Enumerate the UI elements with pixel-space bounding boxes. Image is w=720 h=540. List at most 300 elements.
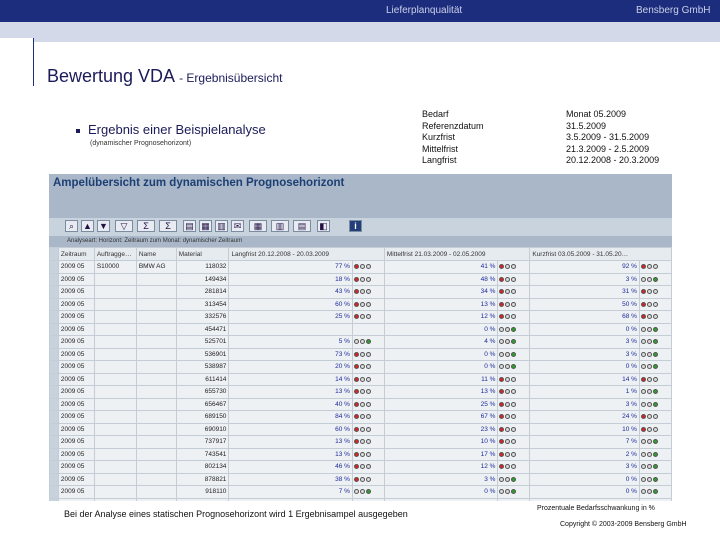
red-lamp-icon xyxy=(641,289,646,294)
bullet-subnote: (dynamischer Prognosehorizont) xyxy=(90,140,192,147)
yellow-lamp-icon xyxy=(505,277,510,282)
green-lamp-icon xyxy=(366,302,371,307)
green-lamp-icon xyxy=(511,464,516,469)
cell-name xyxy=(136,461,176,474)
cell-kurzfrist-ampel xyxy=(639,411,671,424)
table-row[interactable] xyxy=(50,423,672,436)
bullet-text: Ergebnis einer Beispielanalyse xyxy=(88,122,266,137)
column-header[interactable]: Zeitraum xyxy=(58,248,94,261)
yellow-lamp-icon xyxy=(647,377,652,382)
cell-langfrist-ampel xyxy=(352,448,384,461)
yellow-lamp-icon xyxy=(647,464,652,469)
red-lamp-icon xyxy=(641,464,646,469)
cell-name xyxy=(136,436,176,449)
red-lamp-icon xyxy=(641,427,646,432)
cell-langfrist: 60 % xyxy=(229,423,352,436)
red-lamp-icon xyxy=(641,439,646,444)
cell-mittelfrist xyxy=(384,498,498,501)
yellow-lamp-icon xyxy=(360,427,365,432)
yellow-lamp-icon xyxy=(505,439,510,444)
row-selector[interactable] xyxy=(50,323,59,336)
row-selector[interactable] xyxy=(50,273,59,286)
cell-auftraggeber xyxy=(94,473,136,486)
row-selector[interactable] xyxy=(50,498,59,501)
row-selector[interactable] xyxy=(50,398,59,411)
red-lamp-icon xyxy=(354,289,359,294)
cell-mittelfrist: 13 % xyxy=(384,386,498,399)
info-label: Langfrist xyxy=(422,155,457,165)
table-row[interactable] xyxy=(50,373,672,386)
row-selector[interactable] xyxy=(50,486,59,499)
green-lamp-icon xyxy=(511,389,516,394)
green-lamp-icon xyxy=(511,339,516,344)
cell-auftraggeber xyxy=(94,386,136,399)
details-icon[interactable]: ⌕ xyxy=(65,220,78,232)
row-selector[interactable] xyxy=(50,311,59,324)
cell-material: 743541 xyxy=(176,448,229,461)
cell-name xyxy=(136,311,176,324)
cell-kurzfrist-ampel xyxy=(639,448,671,461)
cell-mittelfrist: 4 % xyxy=(384,336,498,349)
cell-zeitraum: 2009 05 xyxy=(58,298,94,311)
yellow-lamp-icon xyxy=(505,389,510,394)
red-lamp-icon xyxy=(641,389,646,394)
table-row[interactable] xyxy=(50,298,672,311)
red-lamp-icon xyxy=(641,277,646,282)
row-selector[interactable] xyxy=(50,448,59,461)
green-lamp-icon xyxy=(511,364,516,369)
cell-langfrist-ampel xyxy=(352,311,384,324)
row-selector[interactable] xyxy=(50,298,59,311)
cell-zeitraum: 2009 05 xyxy=(58,373,94,386)
cell-mittelfrist: 48 % xyxy=(384,273,498,286)
layout-change-icon[interactable]: ▥ xyxy=(271,220,289,232)
cell-mittelfrist-ampel xyxy=(498,361,530,374)
alv-toolbar xyxy=(49,218,672,236)
export-icon[interactable]: ▥ xyxy=(215,220,228,232)
row-selector[interactable] xyxy=(50,373,59,386)
cell-kurzfrist-ampel xyxy=(639,336,671,349)
cell-langfrist: 43 % xyxy=(229,286,352,299)
cell-langfrist: 25 % xyxy=(229,311,352,324)
row-selector[interactable] xyxy=(50,386,59,399)
cell-kurzfrist: 3 % xyxy=(530,348,640,361)
row-selector[interactable] xyxy=(50,348,59,361)
cell-langfrist-ampel xyxy=(352,436,384,449)
yellow-lamp-icon xyxy=(360,414,365,419)
yellow-lamp-icon xyxy=(505,477,510,482)
red-lamp-icon xyxy=(499,314,504,319)
green-lamp-icon xyxy=(511,427,516,432)
red-lamp-icon xyxy=(641,402,646,407)
red-lamp-icon xyxy=(354,364,359,369)
column-header[interactable]: Langfrist 20.12.2008 - 20.03.2009 xyxy=(229,248,384,261)
bullet-point xyxy=(76,122,266,137)
row-selector[interactable] xyxy=(50,286,59,299)
cell-zeitraum: 2009 05 xyxy=(58,386,94,399)
yellow-lamp-icon xyxy=(360,377,365,382)
cell-kurzfrist: 0 % xyxy=(530,323,640,336)
row-selector-header[interactable] xyxy=(50,248,59,261)
cell-kurzfrist-ampel xyxy=(639,311,671,324)
green-lamp-icon xyxy=(653,489,658,494)
red-lamp-icon xyxy=(499,302,504,307)
sort-descending-icon[interactable]: ▼ xyxy=(97,220,110,232)
red-lamp-icon xyxy=(499,339,504,344)
cell-langfrist: 60 % xyxy=(229,298,352,311)
cell-mittelfrist-ampel xyxy=(498,336,530,349)
table-row[interactable] xyxy=(50,486,672,499)
red-lamp-icon xyxy=(499,414,504,419)
info-value: 21.3.2009 - 2.5.2009 xyxy=(566,143,650,154)
sum-icon[interactable]: Σ xyxy=(137,220,155,232)
yellow-lamp-icon xyxy=(360,452,365,457)
cell-kurzfrist: 0 % xyxy=(530,486,640,499)
cell-auftraggeber xyxy=(94,361,136,374)
layout-select-icon[interactable]: ▦ xyxy=(249,220,267,232)
cell-auftraggeber xyxy=(94,486,136,499)
cell-mittelfrist-ampel xyxy=(498,373,530,386)
cell-material: 332576 xyxy=(176,311,229,324)
green-lamp-icon xyxy=(653,427,658,432)
green-lamp-icon xyxy=(653,452,658,457)
red-lamp-icon xyxy=(499,264,504,269)
red-lamp-icon xyxy=(354,389,359,394)
table-row[interactable] xyxy=(50,448,672,461)
cell-auftraggeber xyxy=(94,461,136,474)
yellow-lamp-icon xyxy=(360,464,365,469)
cell-mittelfrist-ampel xyxy=(498,498,530,501)
cell-auftraggeber xyxy=(94,436,136,449)
green-lamp-icon xyxy=(511,452,516,457)
cell-auftraggeber: S10000 xyxy=(94,261,136,274)
column-header[interactable]: Mittelfrist 21.03.2009 - 02.05.2009 xyxy=(384,248,530,261)
info-value: 20.12.2008 - 20.3.2009 xyxy=(566,155,660,165)
table-row[interactable] xyxy=(50,273,672,286)
green-lamp-icon xyxy=(366,339,371,344)
yellow-lamp-icon xyxy=(505,289,510,294)
cell-zeitraum: 2009 05 xyxy=(58,423,94,436)
cell-kurzfrist: 14 % xyxy=(530,373,640,386)
cell-name xyxy=(136,473,176,486)
cell-mittelfrist-ampel xyxy=(498,348,530,361)
cell-langfrist: 73 % xyxy=(229,348,352,361)
table-row[interactable] xyxy=(50,286,672,299)
cell-mittelfrist-ampel xyxy=(498,486,530,499)
column-header[interactable]: Auftragge… xyxy=(94,248,136,261)
cell-name xyxy=(136,486,176,499)
sap-screenshot-panel xyxy=(49,174,672,501)
table-row[interactable] xyxy=(50,336,672,349)
cell-kurzfrist: 1 % xyxy=(530,386,640,399)
cell-name xyxy=(136,323,176,336)
cell-langfrist-ampel xyxy=(352,323,384,336)
yellow-lamp-icon xyxy=(647,277,652,282)
cell-zeitraum: 2009 05 xyxy=(58,448,94,461)
green-lamp-icon xyxy=(511,289,516,294)
cell-langfrist-ampel xyxy=(352,498,384,501)
cell-langfrist-ampel xyxy=(352,386,384,399)
green-lamp-icon xyxy=(366,364,371,369)
cell-kurzfrist: 0 % xyxy=(530,473,640,486)
cell-zeitraum: 2009 05 xyxy=(58,398,94,411)
red-lamp-icon xyxy=(641,327,646,332)
cell-langfrist-ampel xyxy=(352,373,384,386)
header-band xyxy=(0,22,720,38)
yellow-lamp-icon xyxy=(505,314,510,319)
cell-kurzfrist-ampel xyxy=(639,298,671,311)
red-lamp-icon xyxy=(354,489,359,494)
green-lamp-icon xyxy=(511,477,516,482)
cell-langfrist-ampel xyxy=(352,286,384,299)
yellow-lamp-icon xyxy=(647,427,652,432)
yellow-lamp-icon xyxy=(505,302,510,307)
green-lamp-icon xyxy=(366,452,371,457)
red-lamp-icon xyxy=(499,277,504,282)
cell-mittelfrist-ampel xyxy=(498,436,530,449)
yellow-lamp-icon xyxy=(647,489,652,494)
green-lamp-icon xyxy=(366,389,371,394)
red-lamp-icon xyxy=(641,489,646,494)
red-lamp-icon xyxy=(354,277,359,282)
cell-kurzfrist: 0 % xyxy=(530,361,640,374)
green-lamp-icon xyxy=(653,364,658,369)
row-selector[interactable] xyxy=(50,411,59,424)
green-lamp-icon xyxy=(511,327,516,332)
green-lamp-icon xyxy=(511,302,516,307)
row-selector[interactable] xyxy=(50,473,59,486)
cell-langfrist-ampel xyxy=(352,273,384,286)
green-lamp-icon xyxy=(511,314,516,319)
cell-mittelfrist-ampel xyxy=(498,411,530,424)
cell-auftraggeber xyxy=(94,323,136,336)
subtotal-icon[interactable]: Σ xyxy=(159,220,177,232)
cell-langfrist: 5 % xyxy=(229,336,352,349)
table-row[interactable] xyxy=(50,386,672,399)
cell-langfrist-ampel xyxy=(352,361,384,374)
cell-material: 690910 xyxy=(176,423,229,436)
cell-name xyxy=(136,498,176,501)
page-title xyxy=(47,66,282,87)
layout-save-icon[interactable]: ▤ xyxy=(293,220,311,232)
table-row[interactable] xyxy=(50,311,672,324)
cell-mittelfrist-ampel xyxy=(498,261,530,274)
cell-material: 149434 xyxy=(176,273,229,286)
cell-mittelfrist: 34 % xyxy=(384,286,498,299)
percent-note: Prozentuale Bedarfsschwankung in % xyxy=(537,505,655,512)
cell-mittelfrist: 17 % xyxy=(384,448,498,461)
view-icon[interactable]: ▦ xyxy=(199,220,212,232)
cell-langfrist: 20 % xyxy=(229,361,352,374)
red-lamp-icon xyxy=(499,389,504,394)
cell-material: 454471 xyxy=(176,323,229,336)
header-company-text: Bensberg GmbH xyxy=(636,5,711,16)
red-lamp-icon xyxy=(499,464,504,469)
red-lamp-icon xyxy=(354,414,359,419)
red-lamp-icon xyxy=(641,377,646,382)
row-selector[interactable] xyxy=(50,461,59,474)
red-lamp-icon xyxy=(641,352,646,357)
green-lamp-icon xyxy=(366,427,371,432)
table-row[interactable] xyxy=(50,436,672,449)
red-lamp-icon xyxy=(354,464,359,469)
cell-langfrist xyxy=(229,498,352,501)
green-lamp-icon xyxy=(511,277,516,282)
yellow-lamp-icon xyxy=(647,364,652,369)
cell-langfrist: 13 % xyxy=(229,448,352,461)
cell-zeitraum: 2009 05 xyxy=(58,411,94,424)
yellow-lamp-icon xyxy=(647,414,652,419)
table-row[interactable] xyxy=(50,261,672,274)
cell-mittelfrist-ampel xyxy=(498,273,530,286)
column-header[interactable]: Name xyxy=(136,248,176,261)
cell-material: 525701 xyxy=(176,336,229,349)
cell-zeitraum: 2009 05 xyxy=(58,348,94,361)
cell-zeitraum: 2009 05 xyxy=(58,486,94,499)
cell-kurzfrist-ampel xyxy=(639,261,671,274)
info-icon[interactable]: i xyxy=(349,220,362,232)
cell-kurzfrist: 3 % xyxy=(530,461,640,474)
info-label: Mittelfrist xyxy=(422,143,458,154)
cell-langfrist: 38 % xyxy=(229,473,352,486)
yellow-lamp-icon xyxy=(647,264,652,269)
yellow-lamp-icon xyxy=(647,452,652,457)
cell-mittelfrist-ampel xyxy=(498,323,530,336)
green-lamp-icon xyxy=(366,289,371,294)
red-lamp-icon xyxy=(354,339,359,344)
table-row[interactable] xyxy=(50,473,672,486)
cell-name xyxy=(136,373,176,386)
top-header-bar xyxy=(0,0,720,22)
cell-mittelfrist-ampel xyxy=(498,423,530,436)
yellow-lamp-icon xyxy=(505,402,510,407)
table-row[interactable] xyxy=(50,498,672,501)
cell-kurzfrist: 92 % xyxy=(530,261,640,274)
yellow-lamp-icon xyxy=(360,439,365,444)
green-lamp-icon xyxy=(366,477,371,482)
cell-mittelfrist-ampel xyxy=(498,473,530,486)
red-lamp-icon xyxy=(641,364,646,369)
yellow-lamp-icon xyxy=(647,289,652,294)
cell-auftraggeber xyxy=(94,286,136,299)
row-selector[interactable] xyxy=(50,436,59,449)
red-lamp-icon xyxy=(641,452,646,457)
cell-zeitraum xyxy=(58,498,94,501)
row-selector[interactable] xyxy=(50,336,59,349)
cell-langfrist: 7 % xyxy=(229,486,352,499)
cell-mittelfrist: 3 % xyxy=(384,473,498,486)
yellow-lamp-icon xyxy=(647,339,652,344)
yellow-lamp-icon xyxy=(647,352,652,357)
cell-zeitraum: 2009 05 xyxy=(58,461,94,474)
info-value: 3.5.2009 - 31.5.2009 xyxy=(566,132,650,142)
cell-kurzfrist: 31 % xyxy=(530,286,640,299)
cell-auftraggeber xyxy=(94,448,136,461)
sort-ascending-icon[interactable]: ▲ xyxy=(81,220,94,232)
cell-name xyxy=(136,361,176,374)
cell-zeitraum: 2009 05 xyxy=(58,311,94,324)
cell-auftraggeber xyxy=(94,373,136,386)
row-selector[interactable] xyxy=(50,361,59,374)
row-selector[interactable] xyxy=(50,423,59,436)
yellow-lamp-icon xyxy=(505,452,510,457)
cell-mittelfrist-ampel xyxy=(498,386,530,399)
red-lamp-icon xyxy=(499,377,504,382)
mail-icon[interactable]: ✉ xyxy=(231,220,244,232)
cell-mittelfrist-ampel xyxy=(498,298,530,311)
green-lamp-icon xyxy=(366,414,371,419)
cell-material: 689150 xyxy=(176,411,229,424)
cell-kurzfrist: 68 % xyxy=(530,311,640,324)
red-lamp-icon xyxy=(354,264,359,269)
green-lamp-icon xyxy=(511,489,516,494)
red-lamp-icon xyxy=(354,314,359,319)
cell-kurzfrist xyxy=(530,498,640,501)
table-row[interactable] xyxy=(50,361,672,374)
header-center-text: Lieferplanqualität xyxy=(386,5,463,16)
green-lamp-icon xyxy=(511,439,516,444)
green-lamp-icon xyxy=(653,277,658,282)
green-lamp-icon xyxy=(366,314,371,319)
cell-auftraggeber xyxy=(94,498,136,501)
cell-mittelfrist: 23 % xyxy=(384,423,498,436)
table-row[interactable] xyxy=(50,411,672,424)
green-lamp-icon xyxy=(653,327,658,332)
cell-langfrist: 46 % xyxy=(229,461,352,474)
cell-mittelfrist: 13 % xyxy=(384,298,498,311)
yellow-lamp-icon xyxy=(360,352,365,357)
table-row[interactable] xyxy=(50,461,672,474)
green-lamp-icon xyxy=(653,377,658,382)
table-row[interactable] xyxy=(50,323,672,336)
cell-material: 737917 xyxy=(176,436,229,449)
graphic-icon[interactable]: ◧ xyxy=(317,220,330,232)
row-selector[interactable] xyxy=(50,261,59,274)
yellow-lamp-icon xyxy=(360,264,365,269)
red-lamp-icon xyxy=(354,427,359,432)
cell-material: 878821 xyxy=(176,473,229,486)
red-lamp-icon xyxy=(499,452,504,457)
red-lamp-icon xyxy=(641,314,646,319)
green-lamp-icon xyxy=(653,402,658,407)
green-lamp-icon xyxy=(511,377,516,382)
print-icon[interactable]: ▤ xyxy=(183,220,196,232)
table-row[interactable] xyxy=(50,348,672,361)
yellow-lamp-icon xyxy=(360,289,365,294)
cell-kurzfrist-ampel xyxy=(639,473,671,486)
yellow-lamp-icon xyxy=(360,477,365,482)
panel-title: Ampelübersicht zum dynamischen Prognosehorizont xyxy=(53,177,345,189)
table-row[interactable] xyxy=(50,398,672,411)
green-lamp-icon xyxy=(653,264,658,269)
yellow-lamp-icon xyxy=(360,364,365,369)
red-lamp-icon xyxy=(354,452,359,457)
column-header[interactable]: Kurzfrist 03.05.2009 - 31.05.20… xyxy=(530,248,672,261)
cell-auftraggeber xyxy=(94,273,136,286)
green-lamp-icon xyxy=(653,314,658,319)
filter-icon[interactable]: ▽ xyxy=(115,220,133,232)
yellow-lamp-icon xyxy=(505,364,510,369)
cell-name xyxy=(136,286,176,299)
cell-zeitraum: 2009 05 xyxy=(58,286,94,299)
cell-mittelfrist: 67 % xyxy=(384,411,498,424)
yellow-lamp-icon xyxy=(505,489,510,494)
cell-material: 536901 xyxy=(176,348,229,361)
column-header[interactable]: Material xyxy=(176,248,229,261)
cell-mittelfrist: 12 % xyxy=(384,311,498,324)
cell-name xyxy=(136,411,176,424)
cell-name xyxy=(136,348,176,361)
